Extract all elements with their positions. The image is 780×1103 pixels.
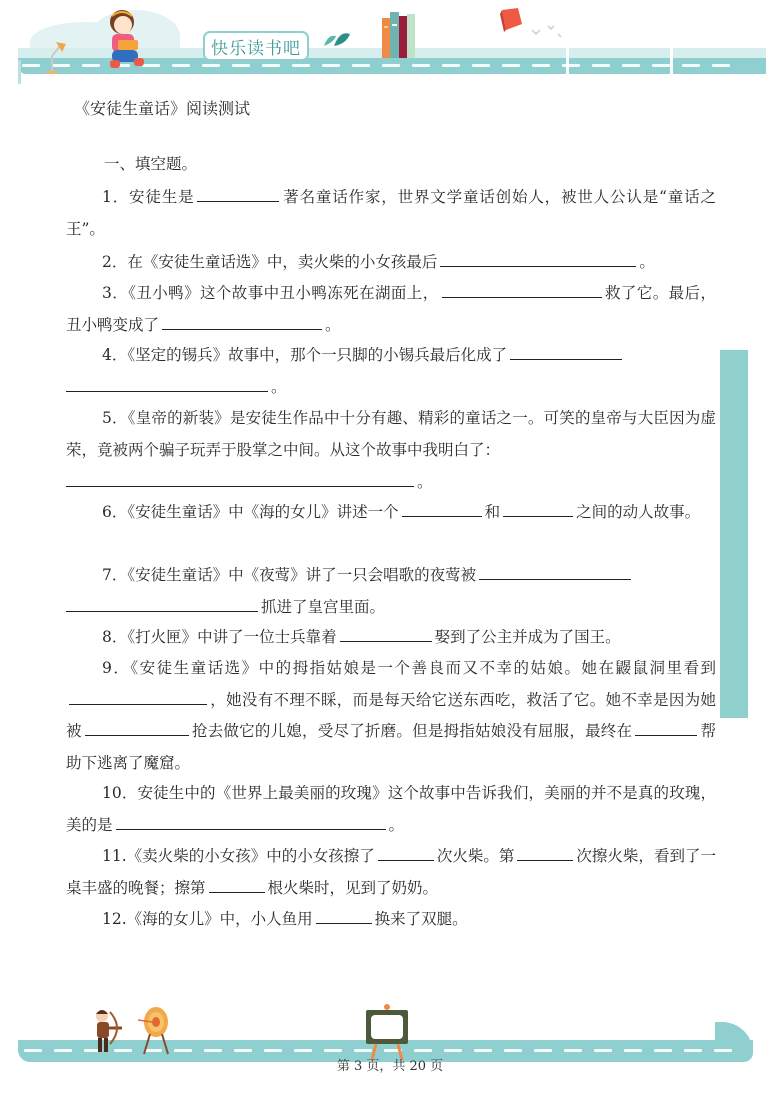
road-divider [670,46,673,76]
question-number: 1． [102,188,130,206]
answer-blank[interactable] [85,722,189,736]
answer-blank[interactable] [66,378,268,392]
road-edge [18,60,21,84]
question-3: 3．《丑小鸭》这个故事中丑小鸭冻死在湖面上， 救了它。最后，丑小鸭变成了 。 [66,284,716,334]
question-5: 5．《皇帝的新装》是安徒生作品中十分有趣、精彩的童话之一。可笑的皇帝与大臣因为虚荣，竟被两个骗子玩弄于股掌之中间。从这个故事中我明白了： 。 [66,409,716,491]
reading-girl-icon [100,6,150,72]
easel-board-icon [362,1002,412,1060]
answer-blank[interactable] [440,253,636,267]
question-1: 1．安徒生是 著名童话作家，世界文学童话创始人，被世人公认是“童话之王”。 [66,188,716,238]
desk-lamp-icon [42,38,68,74]
answer-blank[interactable] [510,346,622,360]
books-stack-icon [380,10,424,58]
question-2: 2．在《安徒生童话选》中，卖火柴的小女孩最后 。 [102,253,655,271]
archery-target-icon [138,1006,174,1056]
question-4: 4．《坚定的锡兵》故事中，那个一只脚的小锡兵最后化成了 。 [66,340,716,403]
answer-blank[interactable] [66,473,414,487]
banner-logo: 快乐读书吧 [203,31,309,61]
answer-blank[interactable] [402,503,482,517]
answer-blank[interactable] [635,722,697,736]
answer-blank[interactable] [197,188,279,202]
answer-blank[interactable] [340,628,432,642]
road-divider [566,46,569,76]
question-8: 8．《打火匣》中讲了一位士兵靠着 娶到了公主并成为了国王。 [102,628,621,646]
leaf-decoration-icon [322,30,352,48]
section-heading: 一、填空题。 [104,155,198,173]
question-6: 6．《安徒生童话》中《海的女儿》讲述一个 和 之间的动人故事。 [102,503,701,521]
answer-blank[interactable] [316,910,372,924]
answer-blank[interactable] [116,816,386,830]
archer-icon [88,1006,128,1056]
side-tab-decoration [720,350,748,718]
question-7: 7．《安徒生童话》中《夜莺》讲了一只会唱歌的夜莺被 抓进了皇宫里面。 [66,560,716,623]
flying-book-icon [496,6,526,34]
answer-blank[interactable] [162,316,322,330]
answer-blank[interactable] [442,284,602,298]
question-12: 12.《海的女儿》中，小人鱼用 换来了双腿。 [102,910,468,928]
question-11: 11.《卖火柴的小女孩》中的小女孩擦了 次火柴。第 次擦火柴，看到了一桌丰盛的晚餐；擦第 根火柴时，见到了奶奶。 [66,847,716,897]
page-indicator: 第 3 页，共 20 页 [336,1059,444,1074]
question-9: 9．《安徒生童话选》中的拇指姑娘是一个善良而又不幸的姑娘。她在鼹鼠洞里看到，她没有不理不睬，而是每天给它送东西吃，救活了它。她不幸是因为她被 抢去做它的儿媳，受尽了折磨。但是拇指姑娘没有屈服，最终在 帮助下逃离了魔窟。 [66,659,716,772]
answer-blank[interactable] [69,691,207,705]
document-title: 《安徒生童话》阅读测试 [74,99,251,118]
answer-blank[interactable] [503,503,573,517]
birds-icon [528,20,568,40]
answer-blank[interactable] [209,879,265,893]
answer-blank[interactable] [378,847,434,861]
answer-blank[interactable] [66,598,258,612]
question-10: 10．安徒生中的《世界上最美丽的玫瑰》这个故事中告诉我们，美丽的并不是真的玫瑰，美的是 。 [66,784,716,834]
answer-blank[interactable] [479,566,631,580]
answer-blank[interactable] [517,847,573,861]
header-banner [0,0,780,90]
